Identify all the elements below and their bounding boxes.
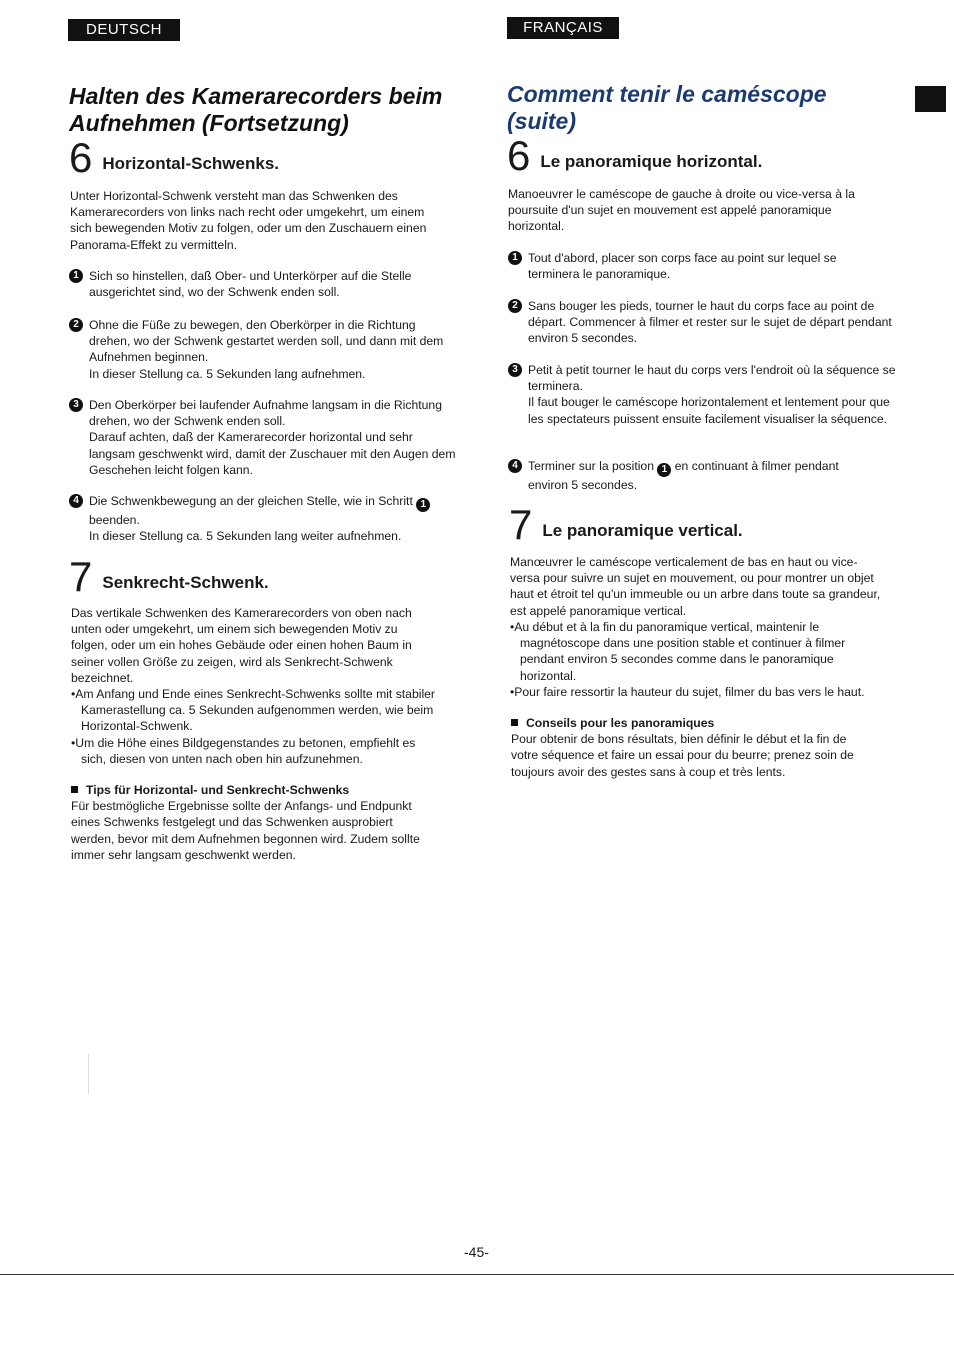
list-item: •Au début et à la fin du panoramique vertical, maintenir le magnétoscope dans une position stable et continuer à filmer pendant environ 5 secondes comme dans le panoramique horizontal. — [510, 620, 846, 683]
tips-box-fr — [511, 715, 871, 780]
step-fr-2 — [508, 298, 904, 347]
bullet-list-fr — [510, 619, 882, 700]
page-number: -45- — [464, 1244, 489, 1260]
footer-rule — [0, 1274, 954, 1275]
title-line-1: Halten des Kamerarecorders beim — [69, 83, 443, 109]
step-note: Darauf achten, daß der Kamerarecorder horizontal und sehr langsam geschwenkt wird, damit der Zuschauer mit den Augen dem Geschehen leicht folgen kann. — [89, 430, 456, 477]
tips-title: Tips für Horizontal- und Senkrecht-Schwenks — [86, 783, 350, 797]
step-text-cont: en continuant à filmer pendant environ 5 secondes. — [528, 459, 839, 492]
section-intro-fr-6: Manoeuvrer le caméscope de gauche à droite ou vice-versa à la poursuite d'un sujet en mouvement est appelé panoramique horizontal. — [508, 187, 855, 234]
step-fr-4 — [508, 458, 874, 493]
step-number-badge: 3 — [69, 398, 83, 412]
step-text: Tout d'abord, placer son corps face au point sur lequel se terminera le panoramique. — [528, 251, 837, 282]
section-intro-de-6: Unter Horizontal-Schwenk versteht man das Schwenken des Kamerarecorders von links nach recht oder umgekehrt, um einem sich bewegenden Motiv zu folgen, oder um den Zuschauern einen Panorama-Effekt zu vermitteln. — [70, 189, 427, 252]
step-text-cont: beenden. — [89, 513, 140, 527]
step-number-badge: 1 — [69, 269, 83, 283]
section-title: Senkrecht-Schwenk. — [102, 573, 269, 592]
step-note: In dieser Stellung ca. 5 Sekunden lang aufnehmen. — [89, 366, 366, 381]
lang-tab-deutsch: DEUTSCH — [68, 19, 180, 41]
section-heading-de-6 — [69, 134, 279, 181]
bullet-list-de — [71, 686, 437, 767]
step-note: Il faut bouger le caméscope horizontalement et lentement pour que les spectateurs puissent ensuite facilement visualiser la séquence. — [528, 395, 890, 426]
section-number: 7 — [509, 501, 533, 548]
tips-text: Pour obtenir de bons résultats, bien définir le début et la fin de votre séquence et faire un essai pour du beurre; prenez soin de toujours avoir des gestes sans à coup et très lents. — [511, 732, 854, 779]
lang-tab-francais: FRANÇAIS — [507, 17, 619, 39]
square-bullet-icon — [71, 786, 78, 793]
section-intro-fr-7: Manœuvrer le caméscope verticalement de bas en haut ou vice-versa pour suivre un sujet en mouvement, ou pour montrer un objet haut et étroit tel qu'un immeuble ou un arbre dans toute sa grandeur, est appelé panoramique vertical. — [510, 555, 881, 618]
step-number-badge: 1 — [508, 251, 522, 265]
step-text: Ohne die Füße zu bewegen, den Oberkörper in die Richtung drehen, wo der Schwenk gestartet werden soll, und dann mit dem Aufnehmen beginnen. — [89, 318, 444, 365]
section-title: Le panoramique horizontal. — [540, 152, 763, 171]
title-line-2: (suite) — [507, 108, 576, 134]
step-text: Terminer sur la position — [528, 459, 654, 473]
section-number: 6 — [69, 134, 93, 181]
step-number-badge: 4 — [508, 459, 522, 473]
section-intro-de-7: Das vertikale Schwenken des Kamerarecorders von oben nach unten oder umgekehrt, um einem sich bewegenden Motiv zu folgen, oder um ein hohes Gebäude oder einen hohen Baum in seiner vollen Größe zu zeigen, wird als Senkrecht-Schwenk bezeichnet. — [71, 606, 412, 685]
step-de-3 — [69, 397, 461, 478]
list-item: •Pour faire ressortir la hauteur du sujet, filmer du bas vers le haut. — [510, 684, 865, 699]
tips-heading — [71, 782, 433, 798]
step-note: In dieser Stellung ca. 5 Sekunden lang weiter aufnehmen. — [89, 529, 402, 544]
side-index-mark — [915, 86, 946, 112]
step-de-4 — [69, 493, 463, 544]
section-number: 6 — [507, 132, 531, 179]
tips-box-de — [71, 782, 433, 863]
step-fr-1 — [508, 250, 870, 282]
title-line-1: Comment tenir le caméscope — [507, 81, 827, 107]
section-title: Horizontal-Schwenks. — [102, 154, 279, 173]
step-text: Den Oberkörper bei laufender Aufnahme langsam in die Richtung drehen, wo der Schwenk enden soll. — [89, 398, 442, 429]
title-line-2: Aufnehmen (Fortsetzung) — [69, 110, 349, 136]
page-title-de — [69, 83, 449, 137]
step-number-badge: 2 — [508, 299, 522, 313]
section-heading-de-7 — [69, 553, 269, 600]
tips-text: Für bestmögliche Ergebnisse sollte der Anfangs- und Endpunkt eines Schwenks festgelegt und das Schwenken ausprobiert werden, bevor mit dem Aufnehmen begonnen wird. Zudem sollte immer sehr langsam geschwenkt werden. — [71, 799, 420, 862]
tips-title: Conseils pour les panoramiques — [526, 716, 715, 730]
page-title-fr — [507, 81, 887, 135]
step-text: Sich so hinstellen, daß Ober- und Unterkörper auf die Stelle ausgerichtet sind, wo der Schwenk enden soll. — [89, 269, 412, 300]
step-reference-badge: 1 — [416, 498, 430, 512]
section-heading-fr-7 — [509, 501, 743, 548]
section-number: 7 — [69, 553, 93, 600]
step-de-2 — [69, 317, 451, 382]
tips-heading — [511, 715, 871, 731]
step-reference-badge: 1 — [657, 463, 671, 477]
step-text: Sans bouger les pieds, tourner le haut du corps face au point de départ. Commencer à filmer et rester sur le sujet de départ pendant environ 5 secondes. — [528, 299, 892, 346]
step-de-1 — [69, 268, 443, 300]
scan-artifact-line — [88, 1054, 89, 1094]
step-number-badge: 4 — [69, 494, 83, 508]
step-text: Petit à petit tourner le haut du corps vers l'endroit où la séquence se terminera. — [528, 363, 896, 394]
section-title: Le panoramique vertical. — [542, 521, 743, 540]
step-number-badge: 3 — [508, 363, 522, 377]
step-text: Die Schwenkbewegung an der gleichen Stelle, wie in Schritt — [89, 494, 413, 508]
square-bullet-icon — [511, 719, 518, 726]
step-fr-3 — [508, 362, 902, 427]
list-item: •Um die Höhe eines Bildgegenstandes zu betonen, empfiehlt es sich, diesen von unten nach oben hin aufzunehmen. — [71, 735, 416, 766]
step-number-badge: 2 — [69, 318, 83, 332]
list-item: •Am Anfang und Ende eines Senkrecht-Schwenks sollte mit stabiler Kamerastellung ca. 5 Sekunden aufgenommen werden, wie beim Horizontal-Schwenk. — [71, 687, 435, 734]
section-heading-fr-6 — [507, 132, 763, 179]
